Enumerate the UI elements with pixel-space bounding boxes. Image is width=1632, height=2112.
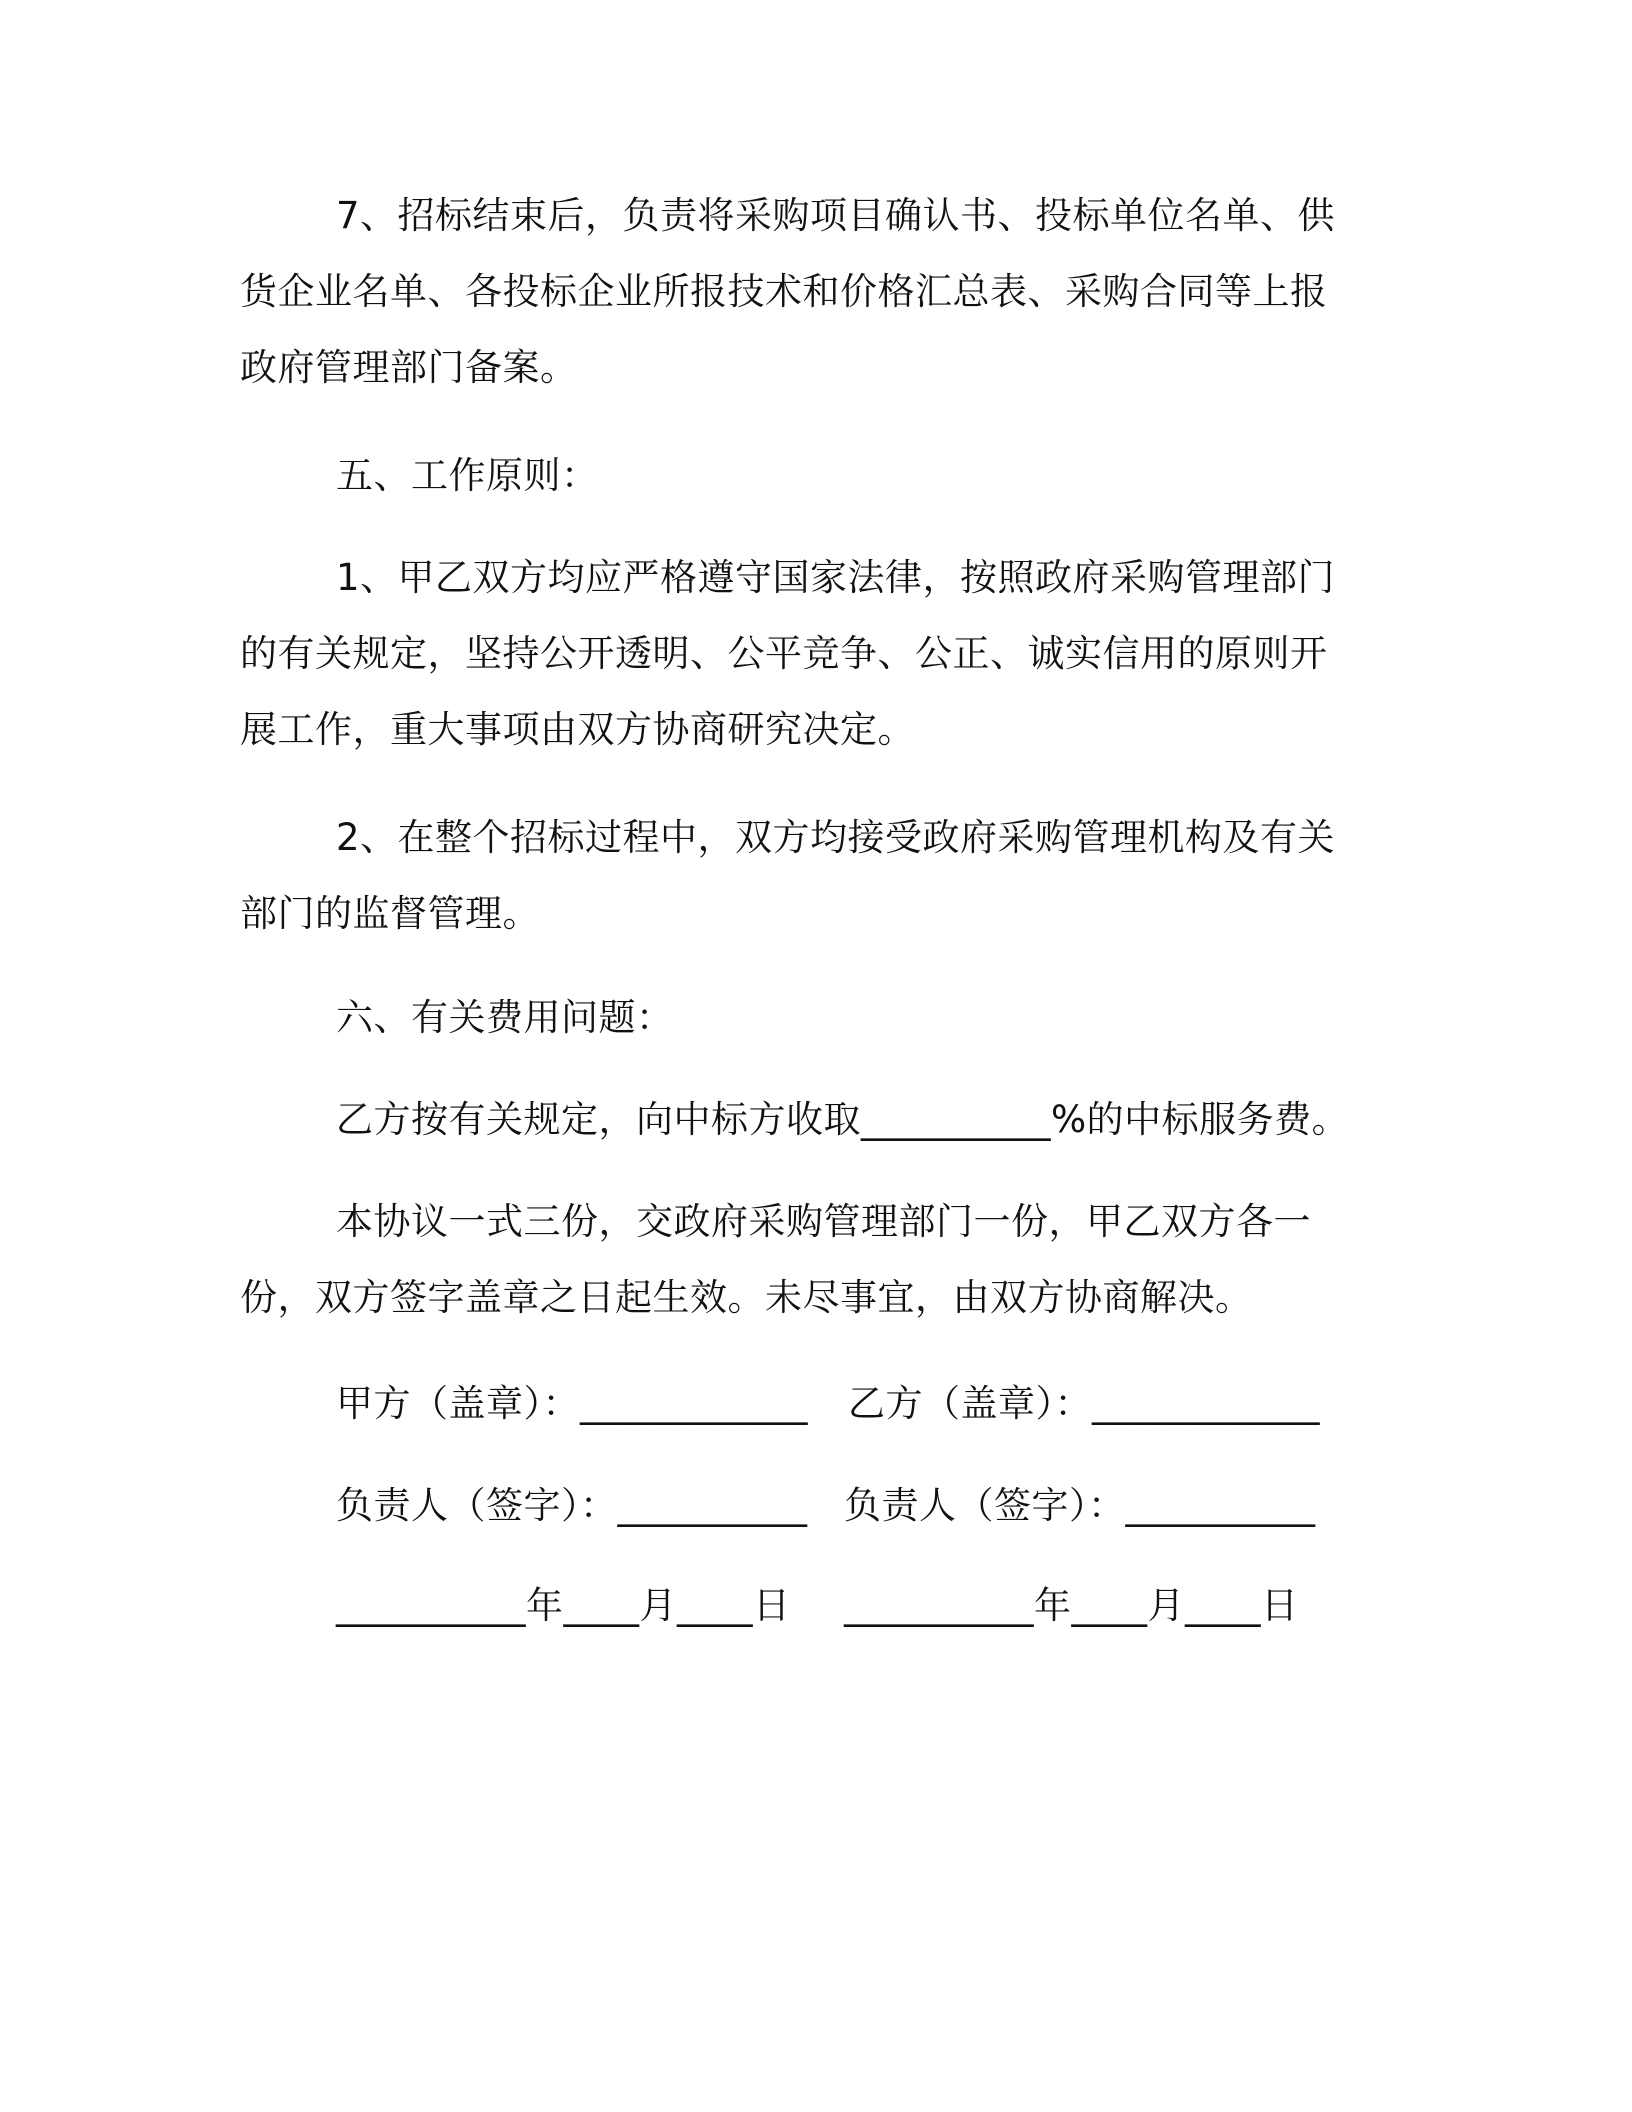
principle-1-paragraph: 1、甲乙双方均应严格遵守国家法律，按照政府采购管理部门的有关规定，坚持公开透明、公平竞争、公正、诚实信用的原则开展工作，重大事项由双方协商研究决定。 [240,556,1336,751]
party-a-seal-line: 甲方（盖章）：____________ [336,1382,808,1425]
party-b-seal-line: 乙方（盖章）：____________ [848,1382,1320,1425]
principle-2-paragraph: 2、在整个招标过程中，双方均接受政府采购管理机构及有关部门的监督管理。 [240,816,1336,935]
party-b-signatory-line: 负责人（签字）：__________ [844,1484,1316,1527]
fee-paragraph: 乙方按有关规定，向中标方收取__________%的中标服务费。 [336,1098,1350,1141]
party-b-date-line: __________年____月____日 [844,1584,1299,1627]
party-a-date-line: __________年____月____日 [336,1584,791,1627]
section-6-heading: 六、有关费用问题： [336,996,674,1039]
copies-paragraph: 本协议一式三份，交政府采购管理部门一份，甲乙双方各一份，双方签字盖章之日起生效。未尽事宜，由双方协商解决。 [240,1200,1311,1319]
section-5-heading: 五、工作原则： [336,454,599,497]
party-a-signatory-line: 负责人（签字）：__________ [336,1484,808,1527]
clause-7-paragraph: 7、招标结束后，负责将采购项目确认书、投标单位名单、供货企业名单、各投标企业所报技术和价格汇总表、采购合同等上报政府管理部门备案。 [240,194,1336,389]
